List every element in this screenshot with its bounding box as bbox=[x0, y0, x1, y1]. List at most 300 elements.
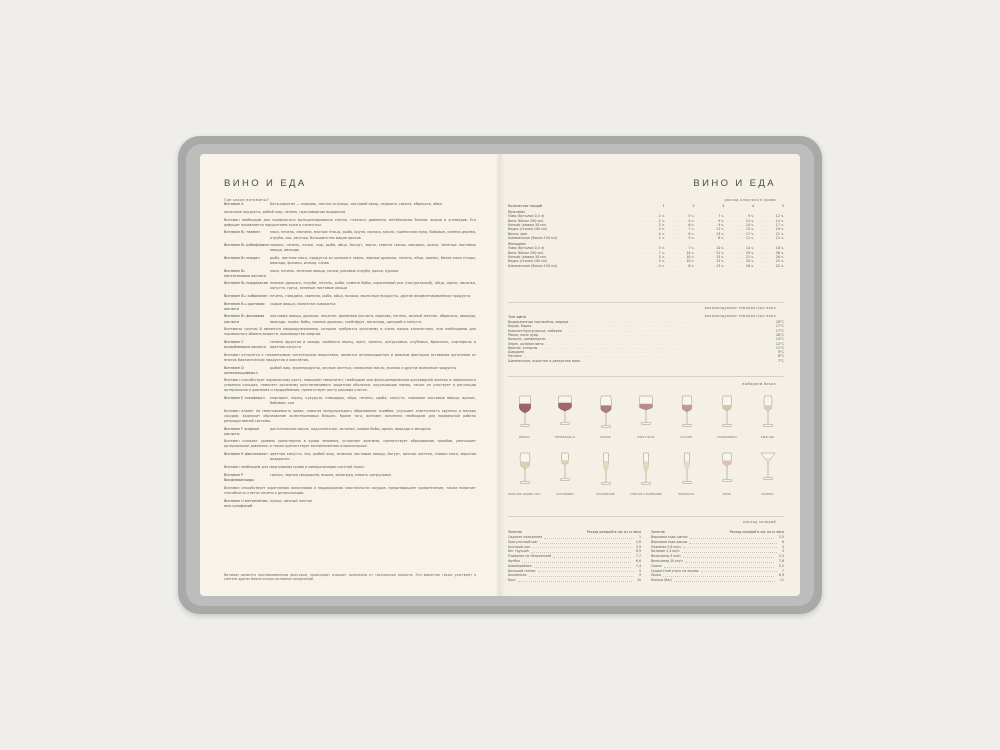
leader-dots: . . . . . . . . . . . . . . . . . . . . . . . . . . . . . . . . . . . . . . . . . . . bbox=[580, 358, 721, 363]
calories-column-left bbox=[508, 530, 641, 583]
vitamin-name: Витамин B₂ рибофлавин bbox=[224, 243, 269, 248]
alcohol-cell: . . . . . 5 ч. bbox=[672, 218, 695, 223]
alcohol-drink-name: Коньяк (рюмка 50 мл) bbox=[508, 254, 547, 259]
calories-value: 6,9 bbox=[778, 573, 784, 578]
vitamin-description: Бета-каротин — морковь, листья острицы, листовой овощ, черешня, свекла, абрикоса, айва. bbox=[270, 202, 443, 206]
temperature-row bbox=[508, 359, 784, 363]
alcohol-cell: . . . . . 21 ч. bbox=[730, 254, 755, 259]
temperature-wine-name: Вионье, сотерны. . . . . . . . . . . . . . . . . . . . . . . . . . . . . . . . . . . . . . . . . . . bbox=[508, 345, 678, 350]
leader-line bbox=[689, 540, 777, 544]
calories-activity: Скоростной спуск на лыжах bbox=[651, 568, 699, 573]
leader-line bbox=[674, 578, 775, 582]
glass-label: CHARDONNAY bbox=[716, 436, 738, 439]
leader-line bbox=[663, 573, 774, 577]
alcohol-cell: . . . . . 18 ч. bbox=[730, 263, 755, 268]
alcohol-cell: . . . . . 14 ч. bbox=[759, 218, 784, 223]
temperature-value: 11°С bbox=[775, 345, 784, 350]
alcohol-cell: . . . . . 15 ч. bbox=[700, 254, 725, 259]
wine-glass-icon bbox=[508, 392, 541, 434]
leader-line bbox=[538, 569, 634, 573]
alcohol-cell: . . . . . 25 ч. bbox=[759, 259, 784, 264]
alcohol-cell: . . . . . 14 ч. bbox=[730, 223, 755, 227]
leader-dots: . . . . . . . . . . . . . . . . . . . . . . . . . . . . . . . . . . . . . . . . . . . bbox=[543, 341, 684, 346]
leader-dots: . . . . . . . . . . . . . . . . . . . . . . . . . . . . . . . . . . . . . . . . . . . bbox=[532, 324, 673, 329]
divider-2 bbox=[508, 376, 784, 377]
vitamin-description: рыбий жир, морепродукты, яичные желтки, сливочное масло, молоко и другие молочные продукты bbox=[270, 365, 457, 370]
glass-item bbox=[589, 392, 622, 439]
leader-line bbox=[690, 535, 774, 539]
calories-value: 5 bbox=[638, 568, 641, 573]
glass-item bbox=[589, 449, 622, 496]
alcohol-cell: . . . . . 2 ч. bbox=[642, 218, 665, 223]
wine-glass-icon bbox=[751, 392, 784, 434]
vitamin-description: семена фруктов и овощи, особенно перец, хрен, томаты, цитрусовые, клубника, брюссель, картофель и цветная капуста bbox=[270, 340, 476, 350]
calories-activity: Бокс bbox=[508, 578, 516, 583]
alcohol-column-header: 3 bbox=[722, 204, 725, 209]
calories-value: 2,5 bbox=[778, 554, 784, 559]
temperature-value: 12°С bbox=[775, 341, 784, 346]
vitamin-row bbox=[224, 269, 476, 279]
alcohol-cell: . . . . . 14 ч. bbox=[730, 246, 755, 251]
vitamin-name: Витамин Р биофлавоноиды bbox=[224, 472, 255, 482]
leader-line bbox=[529, 573, 634, 577]
vitamin-row bbox=[224, 452, 476, 462]
vitamin-description: листовые овощи, дрожжи, лецитин, фолиевая кислота, морковь, печень, яичный желток, абрикосы, авокадо, авокадо, тыква, бобы, пивные дрожжи, грейпфрут, виноград, цикорий и капуста bbox=[270, 314, 476, 324]
vitamin-row bbox=[224, 366, 476, 376]
leader-line bbox=[682, 549, 777, 553]
temperature-wine-name: Бордо. Барол.. . . . . . . . . . . . . . . . . . . . . . . . . . . . . . . . . . . . . . . . . . . bbox=[508, 324, 673, 329]
calories-right-header-name: Занятие bbox=[651, 530, 665, 534]
vitamin-description: печень, говядина, свинина, рыба, яйца, молоко, молочные продукты, другие ферментированные продукты bbox=[270, 294, 471, 299]
leader-line bbox=[540, 540, 631, 544]
book-cover-inner bbox=[186, 144, 814, 606]
alcohol-cell: . . . . . 7 ч. bbox=[642, 250, 665, 255]
glass-item bbox=[549, 392, 582, 439]
calories-activity: Альпинизм bbox=[508, 573, 527, 578]
leader-line bbox=[522, 559, 630, 563]
glass-item bbox=[711, 392, 744, 439]
calories-activity: Коньки (бег) bbox=[651, 578, 673, 583]
alcohol-cell: . . . . . 5 ч. bbox=[642, 254, 665, 259]
vitamin-note: молочные продукты, рыбий жир, печень, пресноводные водоросли bbox=[224, 209, 346, 214]
alcohol-cell: . . . . . 9 ч. bbox=[732, 214, 755, 219]
temperature-block bbox=[508, 314, 784, 363]
calories-value: 7,6 bbox=[778, 558, 784, 563]
glass-label: TEMPRANILLO bbox=[554, 436, 576, 439]
glass-label: CHIANTI bbox=[680, 436, 693, 439]
alcohol-cell: . . . . . 26 ч. bbox=[759, 254, 784, 259]
alcohol-cell: . . . . . 10 ч. bbox=[670, 259, 695, 264]
glass-label: SHIRAZ bbox=[600, 436, 611, 439]
vitamin-name: Витамин U метилметио-нин-сульфоний bbox=[224, 498, 269, 508]
alcohol-group-label: Мужчины bbox=[508, 209, 525, 214]
wine-glass-icon bbox=[549, 449, 582, 491]
calories-activity: Велосипед 9 км/ч bbox=[651, 554, 681, 559]
alcohol-drink-name: Шампанское (бокал 150 мл) bbox=[508, 263, 557, 268]
alcohol-column-header: 1 bbox=[662, 204, 665, 209]
alcohol-column-header: 4 bbox=[752, 204, 755, 209]
calories-value: 3 bbox=[781, 544, 784, 549]
temperature-wine-name: Шампанское, игристое и десертное вино. . . . . . . . . . . . . . . . . . . . . . . . . . . . . . . . . . . . . . . . . . . bbox=[508, 358, 721, 363]
calories-row bbox=[508, 578, 641, 583]
leader-dots: . . . . . . . . . . . . . . . . . . . . . . . . . . . . . . . . . . . . . . . . . . . bbox=[524, 350, 665, 355]
left-page-title: ВИНО И ЕДА bbox=[224, 178, 307, 189]
calories-right-header bbox=[651, 530, 784, 534]
glass-item bbox=[508, 449, 541, 496]
glass-item bbox=[751, 449, 784, 496]
calories-activity: Лежание 0,6 км/ч bbox=[651, 544, 681, 549]
vitamin-note: Витамин относится к незаменимым питательным веществам, является антиоксидантом и важным фактором оставания организма от многих биологических продуктов и окисления. bbox=[224, 352, 476, 362]
vitamin-row bbox=[224, 294, 476, 299]
alcohol-cell: . . . . . 7 ч. bbox=[702, 214, 725, 219]
alcohol-cell: . . . . . 4 ч. bbox=[642, 263, 665, 268]
glass-item bbox=[549, 449, 582, 496]
glass-item bbox=[751, 392, 784, 439]
calories-activity: Аквааэробика bbox=[508, 563, 532, 568]
temperature-wine-name: Выдержанные портвейны, мадера. . . . . . . . . . . . . . . . . . . . . . . . . . . . . . . . . . . . . . . . . . . bbox=[508, 320, 709, 325]
leader-line bbox=[685, 559, 774, 563]
vitamin-name: Витамин B₁ тиамин bbox=[224, 230, 260, 235]
calories-activity: Верховая езда рысью bbox=[651, 539, 688, 544]
calories-activity: Сидячее положение bbox=[508, 535, 543, 539]
wine-glass-icon bbox=[670, 392, 703, 434]
left-page bbox=[200, 154, 500, 596]
alcohol-cell: . . . . . 5 ч. bbox=[672, 214, 695, 219]
vitamin-table bbox=[224, 202, 476, 511]
alcohol-group-label: Женщины bbox=[508, 241, 526, 246]
alcohol-table bbox=[508, 204, 784, 268]
glass-label: RIESLING bbox=[760, 436, 775, 439]
alcohol-section-label: расход алкоголя в крови bbox=[724, 198, 776, 202]
left-page-footnote: Витамин является противоязвенным фактором, происходит очищает организмы от токсических веществ. Эти вещества также участвуют в синтезе других биологически активных соединений. bbox=[224, 572, 476, 582]
vitamin-name: Витамин D холекальциферол bbox=[224, 365, 258, 375]
vitamin-name: Витамин B₁₃ оротовая кислота bbox=[224, 301, 265, 311]
vitamin-note: Витамин способствует укреплению капилляров и поддержанию эластичности сосудов, предотвращает кровотечение, также помогает способность клеток печени к детоксикации. bbox=[224, 485, 476, 495]
alcohol-cell: . . . . . 13 ч. bbox=[700, 231, 725, 236]
vitamin-name: Витамин A bbox=[224, 202, 244, 206]
vitamin-row bbox=[224, 302, 476, 312]
calories-activity: Плавание по сближенной bbox=[508, 554, 552, 559]
alcohol-drink-name: Водка (стопка 100 мл) bbox=[508, 227, 548, 232]
alcohol-cell: . . . . . 17 ч. bbox=[730, 231, 755, 236]
alcohol-cell: . . . . . 2 ч. bbox=[642, 214, 665, 219]
leader-line bbox=[518, 578, 632, 582]
alcohol-cell: . . . . . 8 ч. bbox=[672, 263, 695, 268]
vitamin-description: мясо, печень, свинина, мясные птицы, рыба, крупа, молоко, масло, пшеничная мука, бобовые, семена дерева, отруби, соя, засечка, большинство видов орехов bbox=[270, 230, 476, 240]
calories-value: 2,6 bbox=[635, 539, 641, 544]
alcohol-cell: . . . . . 15 ч. bbox=[700, 259, 725, 264]
calories-left-header-value: Расход калорий в час из кг веса bbox=[586, 530, 641, 534]
alcohol-cell: . . . . . 15 ч. bbox=[730, 227, 755, 232]
vitamin-note: Витамин снижает уровень холестерина в крови человека, устраняет аритмию, препятствует образованию тромбов, уменьшает артериальное давление, а также препятствует возникновению атеросклероза. bbox=[224, 439, 476, 449]
wine-glass-icon bbox=[508, 449, 541, 491]
divider-1 bbox=[508, 302, 784, 303]
calories-value: 7,7 bbox=[635, 554, 641, 559]
leader-dots: . . . . . . . . . . . . . . . . . . . . . . . . . . . . . . . . . . . . . . . . . . . bbox=[537, 345, 678, 350]
vitamin-row bbox=[224, 499, 476, 509]
alcohol-cell: . . . . . 11 ч. bbox=[700, 227, 725, 232]
calories-activity: Большой теннис bbox=[508, 568, 536, 573]
temperature-wine-name: Риоха, пино нуар. . . . . . . . . . . . . . . . . . . . . . . . . . . . . . . . . . . . . . . . . . . bbox=[508, 332, 679, 337]
calories-value: 7 bbox=[781, 568, 784, 573]
glass-label: CHAMPAGNE bbox=[596, 493, 615, 496]
alcohol-cell: . . . . . 5 ч. bbox=[642, 259, 665, 264]
calories-value: 6 bbox=[781, 539, 784, 544]
calories-activity: Бег трусцой bbox=[508, 549, 529, 554]
calories-value: 10 bbox=[636, 578, 641, 583]
leader-line bbox=[532, 545, 630, 549]
vitamin-note: Витамин необходим для нормального функционирования клеток, глазного давления, метаболизма белков, жиров и углеводов. Его дефицит проявляется нарушением кожи и слизистых. bbox=[224, 217, 476, 227]
alcohol-cell: . . . . . 20 ч. bbox=[730, 259, 755, 264]
vitamin-name: Витамин С аскорбиновая кислота bbox=[224, 340, 266, 350]
calories-section-label: расход калорий bbox=[743, 520, 776, 524]
vitamin-name: Витамин B₆ пиридоксин bbox=[224, 281, 269, 286]
alcohol-cell: . . . . . 2 ч. bbox=[642, 236, 665, 241]
vitamin-name: Витамин B₅ пантотеновая кислота bbox=[224, 268, 266, 278]
calories-value: 6,9 bbox=[635, 549, 641, 554]
vitamin-description: растительные масла, подсолнечное, льняное, соевое бобы, орехи, авокадо и миндаль bbox=[270, 426, 431, 431]
divider-3 bbox=[508, 516, 784, 517]
calories-value: 7,4 bbox=[635, 563, 641, 568]
glass-label: VINTAGE CHAMPAGNE bbox=[630, 493, 662, 496]
calories-left-header-name: Занятие bbox=[508, 530, 522, 534]
vitamin-description: мясо, печень, зеленые овощи, почки, рисовые отруби, орехи, курица bbox=[270, 268, 399, 273]
leader-dots: . . . . . . . . . . . . . . . . . . . . . . . . . . . . . . . . . . . . . . . . . . . bbox=[537, 332, 679, 337]
calories-left-header bbox=[508, 530, 641, 534]
alcohol-cell: . . . . . 7 ч. bbox=[672, 227, 695, 232]
temperature-value: 16°С bbox=[775, 332, 784, 337]
calories-value: 11 bbox=[779, 578, 784, 583]
temperature-section-label: рекомендуемая температура вина bbox=[704, 314, 776, 318]
alcohol-cell: . . . . . 8 ч. bbox=[672, 231, 695, 236]
alcohol-cell: . . . . . 8 ч. bbox=[702, 236, 725, 241]
glass-label: RIESLING GRAND CRU bbox=[508, 493, 541, 496]
alcohol-cell: . . . . . 19 ч. bbox=[759, 227, 784, 232]
wine-glass-icon bbox=[549, 392, 582, 434]
calories-value: 6,6 bbox=[635, 558, 641, 563]
alcohol-drink-name: Вино (бокал 200 мл) bbox=[508, 250, 544, 255]
alcohol-column-header: 5 bbox=[781, 204, 784, 209]
vitamin-row bbox=[224, 230, 476, 240]
right-page-title: ВИНО И ЕДА bbox=[693, 178, 776, 189]
vitamin-row bbox=[224, 256, 476, 266]
vitamin-note: Витамин влияет на свертываемость крови, помогая предупреждать образование тромбов, улучшает эластичность крупных и мелких сосудов, задержит образование холестериновых бляшек. Кроме того, витамин жизненно необходим для нормальной работы репродуктивной системы. bbox=[224, 408, 476, 423]
leader-line bbox=[534, 564, 631, 568]
glass-item bbox=[670, 449, 703, 496]
book-object bbox=[178, 136, 822, 614]
vitamin-note: Витамины группы B являются микроорганизмами, которые требуются организму в очень малых количествах, они необходимы для нормального обмена веществ, производства энергии. bbox=[224, 327, 476, 337]
wine-glass-icon bbox=[589, 449, 622, 491]
alcohol-drink-name: Пиво (бутылка 0,5 л) bbox=[508, 246, 545, 251]
vitamin-row bbox=[224, 427, 476, 437]
vitamin-row bbox=[224, 281, 476, 291]
left-page-subtitle: Где какие витамины? bbox=[224, 198, 269, 202]
glasses-chart bbox=[508, 392, 784, 496]
vitamin-name: Витамин К филлохинон bbox=[224, 452, 268, 457]
alcohol-cell: . . . . . 6 ч. bbox=[672, 223, 695, 227]
alcohol-drink-name: Вино (бокал 200 мл) bbox=[508, 218, 544, 223]
glass-item bbox=[630, 392, 663, 439]
alcohol-drink-name: Пиво (бутылка 0,5 л) bbox=[508, 214, 545, 219]
alcohol-cell: . . . . . 15 ч. bbox=[759, 236, 784, 241]
vitamin-description: сырые овощи, молочная сыворотка bbox=[270, 301, 336, 306]
temperature-table bbox=[508, 320, 784, 363]
calories-value: 3,9 bbox=[635, 544, 641, 549]
alcohol-cell: . . . . . 21 ч. bbox=[700, 250, 725, 255]
temperature-wine-name: Шардоне. . . . . . . . . . . . . . . . . . . . . . . . . . . . . . . . . . . . . . . . . . . bbox=[508, 350, 665, 355]
vitamin-name: Витамин B₃ ниацин bbox=[224, 255, 260, 260]
glasses-row-2 bbox=[508, 449, 784, 496]
vitamin-name: Витамин F жирные кислоты bbox=[224, 426, 260, 436]
glass-label: PROSECCO bbox=[678, 493, 695, 496]
alcohol-cell: . . . . . 21 ч. bbox=[759, 231, 784, 236]
alcohol-cell: . . . . . 36 ч. bbox=[759, 250, 784, 255]
wine-glass-icon bbox=[630, 392, 663, 434]
vitamin-description: цветная капуста, соя, рыбий жир, зеленые листовые овощи, йогурт, яичные желтки, сливки мясо, морские водоросли bbox=[270, 452, 476, 462]
alcohol-cell: . . . . . 14 ч. bbox=[670, 250, 695, 255]
leader-line bbox=[683, 545, 777, 549]
vitamin-description: гречка, черная смородина, вишня, виноград, мякоть цитрусовых bbox=[270, 472, 392, 477]
calories-value: 1 bbox=[638, 535, 641, 539]
leader-line bbox=[531, 549, 631, 553]
leader-dots: . . . . . . . . . . . . . . . . . . . . . . . . . . . . . . . . . . . . . . . . . . . bbox=[522, 354, 663, 359]
vitamin-row bbox=[224, 314, 476, 324]
alcohol-drink-name: Шампанское (бокал 150 мл) bbox=[508, 236, 557, 241]
alcohol-cell: . . . . . 22 ч. bbox=[759, 263, 784, 268]
temperature-wine-name: Рислинг. . . . . . . . . . . . . . . . . . . . . . . . . . . . . . . . . . . . . . . . . . . bbox=[508, 354, 663, 359]
alcohol-cell: . . . . . 10 ч. bbox=[670, 254, 695, 259]
calories-activity: Верховая езда шагом bbox=[651, 535, 688, 539]
alcohol-drink-name: Коньяк (рюмка 50 мл) bbox=[508, 223, 547, 227]
calories-right-rows bbox=[651, 535, 784, 583]
wine-glass-icon bbox=[670, 449, 703, 491]
vitamin-description: молоко, печень, почки, сыр, рыба, яйца, йогурт, зерно, семена тыквы, миндаль, орехи, зеленые листовые овощи, авокадо bbox=[270, 243, 476, 253]
calories-value: 9 bbox=[638, 573, 641, 578]
alcohol-column-header: 2 bbox=[692, 204, 695, 209]
alcohol-cell: . . . . . 2 ч. bbox=[642, 223, 665, 227]
temperature-value: 18°С bbox=[775, 320, 784, 325]
alcohol-cell: . . . . . 10 ч. bbox=[700, 246, 725, 251]
alcohol-cell: . . . . . 16 ч. bbox=[759, 246, 784, 251]
temperature-value: 17°С bbox=[775, 324, 784, 329]
temperature-value: 7°С bbox=[777, 358, 784, 363]
glasses-section-label: выбираем бокал bbox=[742, 382, 776, 386]
alcohol-cell: . . . . . 17 ч. bbox=[759, 223, 784, 227]
wine-glass-icon bbox=[751, 449, 784, 491]
leader-line bbox=[553, 554, 631, 558]
alcohol-cell: . . . . . 29 ч. bbox=[730, 250, 755, 255]
calories-activity: Лыжи bbox=[651, 573, 661, 578]
book-pages bbox=[200, 154, 800, 596]
calories-row bbox=[651, 578, 784, 583]
alcohol-cell: . . . . . 11 ч. bbox=[730, 218, 755, 223]
leader-line bbox=[544, 535, 634, 539]
vitamin-row bbox=[224, 473, 476, 483]
alcohol-cell: . . . . . 3 ч. bbox=[642, 246, 665, 251]
glass-item bbox=[670, 392, 703, 439]
glasses-row-1 bbox=[508, 392, 784, 439]
temperature-col-header: Тип вина bbox=[508, 314, 526, 319]
glass-item bbox=[508, 392, 541, 439]
vitamin-name: Витамин B₁₂ кобаламин bbox=[224, 294, 268, 299]
alcohol-drink-name: Водка (стопка 100 мл) bbox=[508, 259, 548, 264]
calories-right-header-value: Расход калорий в час на кг веса bbox=[729, 530, 784, 534]
alcohol-row bbox=[508, 264, 784, 268]
alcohol-cell: . . . . . 11 ч. bbox=[730, 236, 755, 241]
alcohol-cell: . . . . . 12 ч. bbox=[759, 214, 784, 219]
alcohol-cell: . . . . . 9 ч. bbox=[702, 223, 725, 227]
vitamin-name: Витамин Е токоферол bbox=[224, 396, 265, 401]
vitamin-row bbox=[224, 340, 476, 350]
temperature-wine-name: Красное бургундское, каберне. . . . . . . . . . . . . . . . . . . . . . . . . . . . . . . . . . . . . . . . . . . bbox=[508, 328, 703, 333]
temperature-value: 8°С bbox=[777, 354, 784, 359]
alcohol-cell: . . . . . 4 ч. bbox=[642, 227, 665, 232]
alcohol-cell: . . . . . 13 ч. bbox=[700, 263, 725, 268]
vitamin-row bbox=[224, 243, 476, 253]
calories-activity: Катание 2,4 км/ч bbox=[651, 549, 680, 554]
calories-block bbox=[508, 530, 784, 583]
temperature-value: 17°С bbox=[775, 328, 784, 333]
alcohol-row bbox=[508, 236, 784, 240]
calories-column-right bbox=[651, 530, 784, 583]
temperature-wine-name: Херес, розовое вино. . . . . . . . . . . . . . . . . . . . . . . . . . . . . . . . . . . . . . . . . . . bbox=[508, 341, 684, 346]
vitamin-description: маргарин, перец, кукуруза, помидоры, яйца, печень, сдоба, капуста, злаковые листовые овощи, арахис, бобовые, соя bbox=[270, 396, 476, 406]
book-gutter bbox=[496, 154, 505, 596]
vitamin-row bbox=[224, 202, 476, 207]
vitamin-row bbox=[224, 396, 476, 406]
vitamin-name: Витамин B₉ фолиевая кислота bbox=[224, 314, 265, 324]
vitamin-note: Витамин способствует нормальному росту, повышает иммунитет, необходим для функционирования щитовидной железы и нормального усвоения кальция, помогает организму восстанавливать защитные оболочки, окружающие нервы, также он участвует в регуляции артериального давления и сердцебиения, препятствует росту раковых клеток. bbox=[224, 378, 476, 393]
glass-item bbox=[630, 449, 663, 496]
wine-glass-icon bbox=[711, 449, 744, 491]
wine-glass-icon bbox=[589, 392, 622, 434]
leader-line bbox=[701, 569, 777, 573]
calories-activity: Велосипед 20 км/ч bbox=[651, 558, 683, 563]
glass-label: MARTINI bbox=[761, 493, 774, 496]
calories-activity: Скалы bbox=[651, 563, 662, 568]
alcohol-cell: . . . . . 9 ч. bbox=[702, 218, 725, 223]
leader-line bbox=[683, 554, 774, 558]
temperature-value: 14°С bbox=[775, 337, 784, 342]
wine-glass-icon bbox=[630, 449, 663, 491]
leader-dots: . . . . . . . . . . . . . . . . . . . . . . . . . . . . . . . . . . . . . . . . . . . bbox=[545, 337, 686, 342]
alcohol-cell: . . . . . 4 ч. bbox=[642, 231, 665, 236]
vitamin-description: кумыс, яичный желток bbox=[270, 498, 313, 503]
leader-line bbox=[664, 564, 774, 568]
vitamin-description: рыба, постное мясо, продукты из цельного зерна, пивные дрожжи, печень, яйца, арахис, белое мясо птицы, авокадо, финики, инжир, слива bbox=[270, 255, 476, 265]
glass-label: PINOT NOIR bbox=[637, 436, 655, 439]
alcohol-cell: . . . . . 7 ч. bbox=[672, 246, 695, 251]
glass-item bbox=[711, 449, 744, 496]
wine-glass-icon bbox=[711, 392, 744, 434]
leader-dots: . . . . . . . . . . . . . . . . . . . . . . . . . . . . . . . . . . . . . . . . . . . bbox=[568, 320, 709, 325]
alcohol-portions-header: Количество порций bbox=[508, 204, 543, 209]
calories-left-rows bbox=[508, 535, 641, 583]
calories-value: 5,5 bbox=[778, 563, 784, 568]
leader-dots: . . . . . . . . . . . . . . . . . . . . . . . . . . . . . . . . . . . . . . . . . . . bbox=[562, 328, 703, 333]
calories-value: 2,5 bbox=[778, 535, 784, 539]
glass-label: BORDO bbox=[519, 436, 530, 439]
alcohol-cell: . . . . . 5 ч. bbox=[672, 236, 695, 241]
vitamin-note: Витамин необходим для свертывания крови и минерализации костной ткани. bbox=[224, 465, 365, 469]
temperature-value: 9°С bbox=[777, 350, 784, 355]
calories-activity: Быстрый шаг bbox=[508, 544, 531, 549]
temperature-wine-name: Божоле, цинфандель. . . . . . . . . . . . . . . . . . . . . . . . . . . . . . . . . . . . . . . . . . . bbox=[508, 337, 686, 342]
vitamin-description: пивные дрожжи, отруби, печень, рыба, семена бобы, коричневый рис (натуральный), яйца, орехи, овсянка, капуста, греча, зеленые листовые овощи bbox=[270, 281, 476, 291]
glass-label: SAUTERNES bbox=[556, 493, 574, 496]
temperature-section-label-top: рекомендуемая температура вина bbox=[704, 306, 776, 310]
alcohol-table-block bbox=[508, 204, 784, 268]
